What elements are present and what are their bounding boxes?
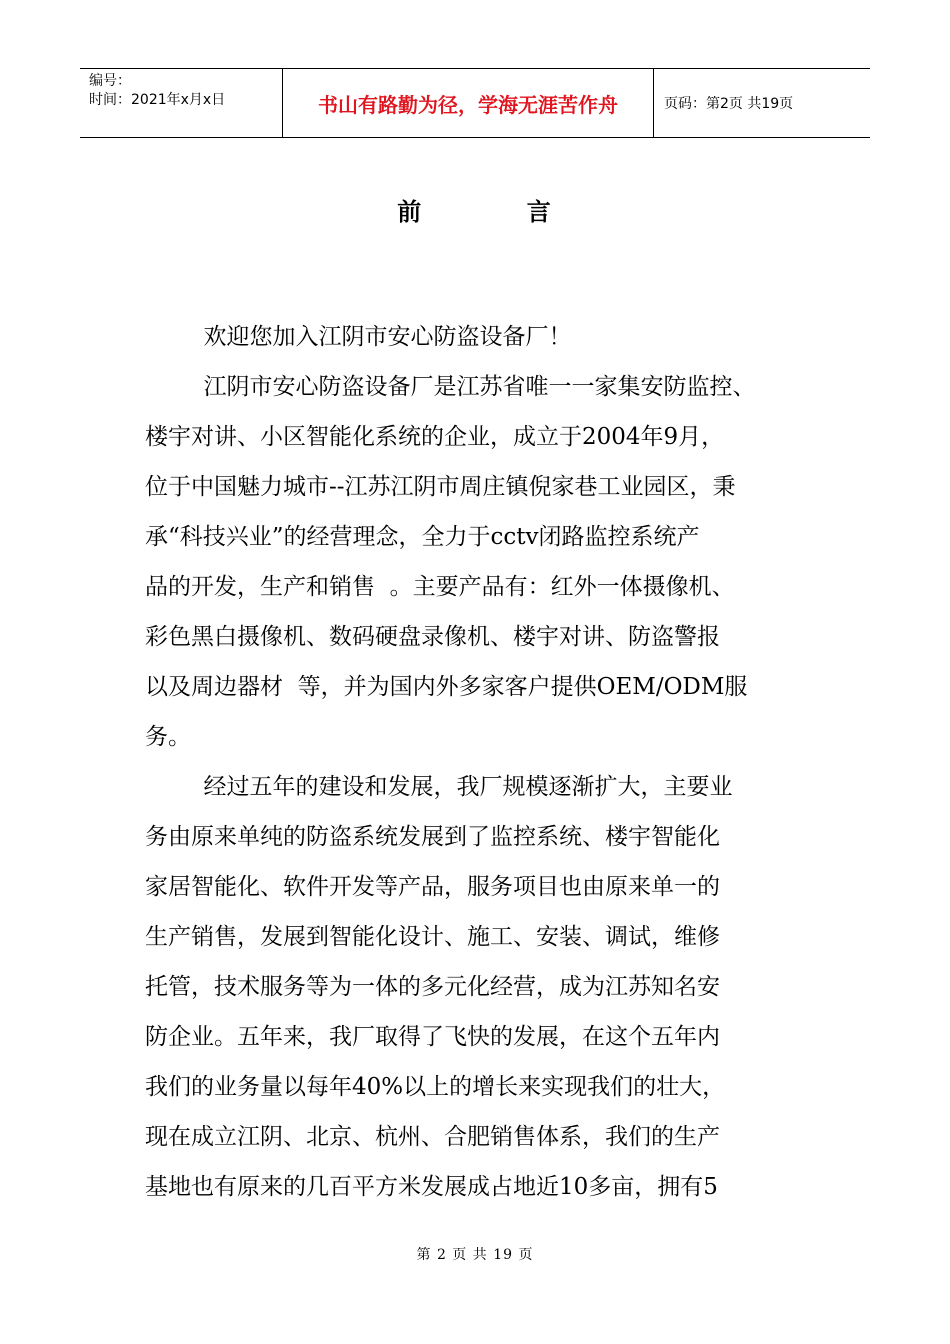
text-line: 楼宇对讲、小区智能化系统的企业，成立于2004年9月， [145,424,725,450]
text-line: 务。 [145,724,191,750]
page-header [80,68,870,138]
header-page-code: 页码：第2页 共19页 [664,96,794,112]
text-line: 托管，技术服务等为一体的多元化经营，成为江苏知名安 [145,974,720,1000]
text-line: 我们的业务量以每年40%以上的增长来实现我们的壮大， [145,1074,726,1100]
text-line: 品的开发，生产和销售 。主要产品有：红外一体摄像机、 [145,574,735,600]
text-line: 欢迎您加入江阴市安心防盗设备厂！ [145,324,572,350]
text-line: 以及周边器材 等，并为国内外多家客户提供OEM/ODM服 [145,674,748,700]
text-line: 生产销售，发展到智能化设计、施工、安装、调试，维修 [145,924,720,950]
text-line: 防企业。五年来，我厂取得了飞快的发展，在这个五年内 [145,1024,720,1050]
text-line: 现在成立江阴、北京、杭州、合肥销售体系，我们的生产 [145,1124,720,1150]
header-date-label: 时间：2021年x月x日 [89,92,226,108]
header-number-label: 编号： [89,73,131,89]
header-meta [80,69,282,137]
text-line: 经过五年的建设和发展，我厂规模逐渐扩大，主要业 [145,774,733,800]
page-footer: 第 2 页 共 19 页 [416,1247,534,1263]
text-line: 基地也有原来的几百平方米发展成占地近10多亩，拥有5 [145,1174,718,1200]
text-line: 彩色黑白摄像机、数码硬盘录像机、楼宇对讲、防盗警报 [145,624,720,650]
text-line: 务由原来单纯的防盗系统发展到了监控系统、楼宇智能化 [145,824,720,850]
text-line: 家居智能化、软件开发等产品，服务项目也由原来单一的 [145,874,720,900]
header-motto: 书山有路勤为径，学海无涯苦作舟 [282,69,654,137]
text-line: 承“科技兴业”的经营理念，全力于cctv闭路监控系统产 [145,524,700,550]
page-title: 前 言 [397,198,553,226]
text-line: 位于中国魅力城市--江苏江阴市周庄镇倪家巷工业园区，秉 [145,474,736,500]
text-line: 江阴市安心防盗设备厂是江苏省唯一一家集安防监控、 [145,374,756,400]
body-text [145,312,845,1212]
